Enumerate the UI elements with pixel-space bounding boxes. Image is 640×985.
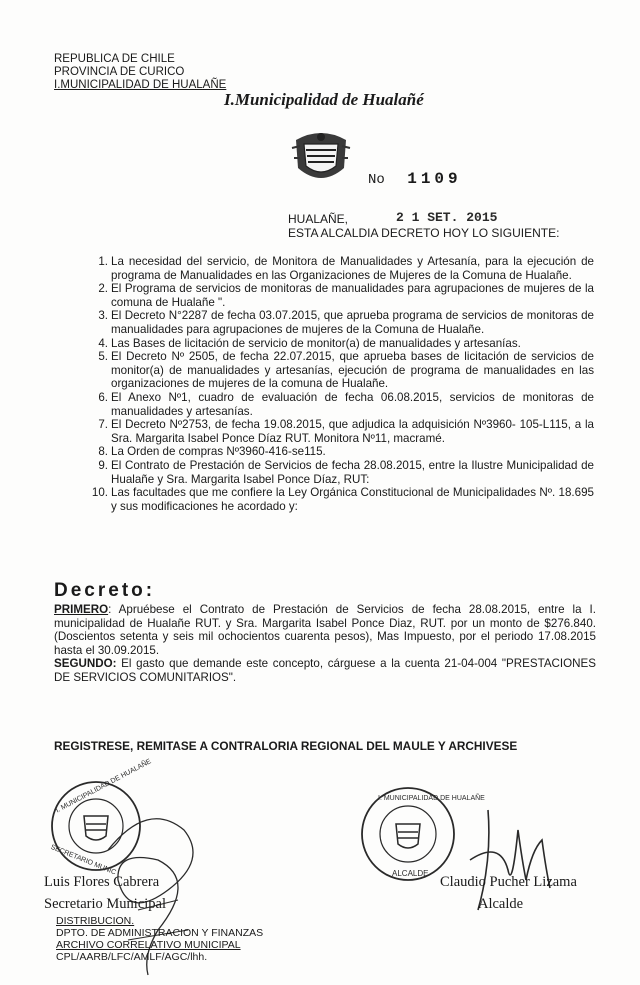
header-municipality: I.MUNICIPALIDAD DE HUALAÑE xyxy=(54,79,227,91)
date-stamp: 2 1 SET. 2015 xyxy=(396,210,498,225)
decree-number xyxy=(368,170,462,188)
resolution-body xyxy=(54,603,596,685)
distribution-line-3: CPL/AARB/LFC/AMLF/AGC/lhh. xyxy=(56,951,208,963)
mayor-title: Alcalde xyxy=(478,896,524,912)
closing-line: REGISTRESE, REMITASE A CONTRALORIA REGIONAL DEL MAULE Y ARCHIVESE xyxy=(54,739,518,753)
header-republic: REPUBLICA DE CHILE xyxy=(54,53,175,65)
seal-right-bottom-text: ALCALDE xyxy=(392,869,429,878)
distribution-line-1: DPTO. DE ADMINISTRACION Y FINANZAS xyxy=(56,927,264,939)
considerations-list xyxy=(88,255,594,513)
secretary-name: Luis Flores Cabrera xyxy=(44,874,160,890)
list-item: 1. La necesidad del servicio, de Monitora de Manualidades y Artesanía, para la ejecución de programa de Manualidades en las Organizaciones de Mujeres de la Comuna de Hualañe. xyxy=(98,255,594,282)
place-label: HUALAÑE, xyxy=(288,212,349,226)
coat-of-arms-icon xyxy=(290,128,352,186)
distribution-label: DISTRIBUCION. xyxy=(56,915,135,927)
list-item: 5. El Decreto Nº 2505, de fecha 22.07.2015, que aprueba bases de licitación de servicios de monitor(a) de manualidades y artesanías, ejecución de programa de manualidades en las organizaciones de mujeres de la comuna de Hualañe. xyxy=(98,350,594,391)
page-title: I.Municipalidad de Hualañé xyxy=(224,90,424,109)
secretary-title: Secretario Municipal xyxy=(44,896,166,912)
seal-left-top-text: I. MUNICIPALIDAD DE HUALAÑE xyxy=(54,758,153,815)
seal-right-top-text: I. MUNICIPALIDAD DE HUALAÑE xyxy=(378,795,485,802)
distribution-line-2: ARCHIVO CORRELATIVO MUNICIPAL xyxy=(56,939,241,951)
decree-number-value: 1109 xyxy=(407,170,462,188)
list-item: 4. Las Bases de licitación de servicio de monitor(a) de manualidades y artesanías. xyxy=(98,336,521,350)
list-item: 3. El Decreto N°2287 de fecha 03.07.2015, que aprueba programa de servicios de monitoras de manualidades para agrupaciones de mujeres de la Comuna de Hualañe. xyxy=(98,309,594,336)
list-item: 8. La Orden de compras Nº3960-416-se115. xyxy=(98,445,326,459)
resolution-segundo: SEGUNDO: El gasto que demande este concepto, cárguese a la cuenta 21-04-004 "PRESTACIONES DE SERVICIOS COMUNITARIOS". xyxy=(54,657,596,684)
header-block xyxy=(54,53,226,92)
mayor-name: Claudio Pucher Lizama xyxy=(440,874,577,890)
seal-left-bottom-text: SECRETARIO MUNIC xyxy=(49,843,117,877)
seal-right xyxy=(358,784,485,884)
distribution-block xyxy=(56,915,263,963)
list-item: 6. El Anexo Nº1, cuadro de evaluación de fecha 06.08.2015, servicios de monitoras de manualidades y artesanías. xyxy=(98,390,594,418)
intro-line: ESTA ALCALDIA DECRETO HOY LO SIGUIENTE: xyxy=(288,226,560,240)
decreto-heading: Decreto: xyxy=(54,580,156,601)
header-province: PROVINCIA DE CURICO xyxy=(54,66,185,78)
list-item: 10. Las facultades que me confiere la Ley Orgánica Constitucional de Municipalidades Nº. 18.695 y sus modificaciones he acordado y: xyxy=(91,486,594,513)
list-item: 9. El Contrato de Prestación de Servicios de fecha 28.08.2015, entre la Ilustre Municipalidad de Hualañe y Sra. Margarita Isabel Ponce Díaz, RUT: xyxy=(98,458,594,486)
list-item: 7. El Decreto Nº2753, de fecha 19.08.2015, que adjudica la adquisición Nº3960- 105-L115, a la Sra. Margarita Isabel Ponce Díaz RUT. Monitora Nº11, macramé. xyxy=(98,418,594,445)
list-item: 2. El Programa de servicios de monitoras de manualidades para agrupaciones de mujeres de la comuna de Hualañe ". xyxy=(98,282,594,309)
resolution-primero: PRIMERO: Apruébese el Contrato de Prestación de Servicios de fecha 28.08.2015, entre la I. municipalidad de Hualañe RUT. y Sra. Margarita Isabel Ponce Diaz, RUT. por un monto de $276.840. (Doscientos setenta y seis mil ochocientos cuarenta pesos), Mas Impuesto, por el periodo 17.08.2015 hasta el 30.09.2015. xyxy=(54,603,596,657)
decree-number-prefix: No xyxy=(368,172,385,188)
